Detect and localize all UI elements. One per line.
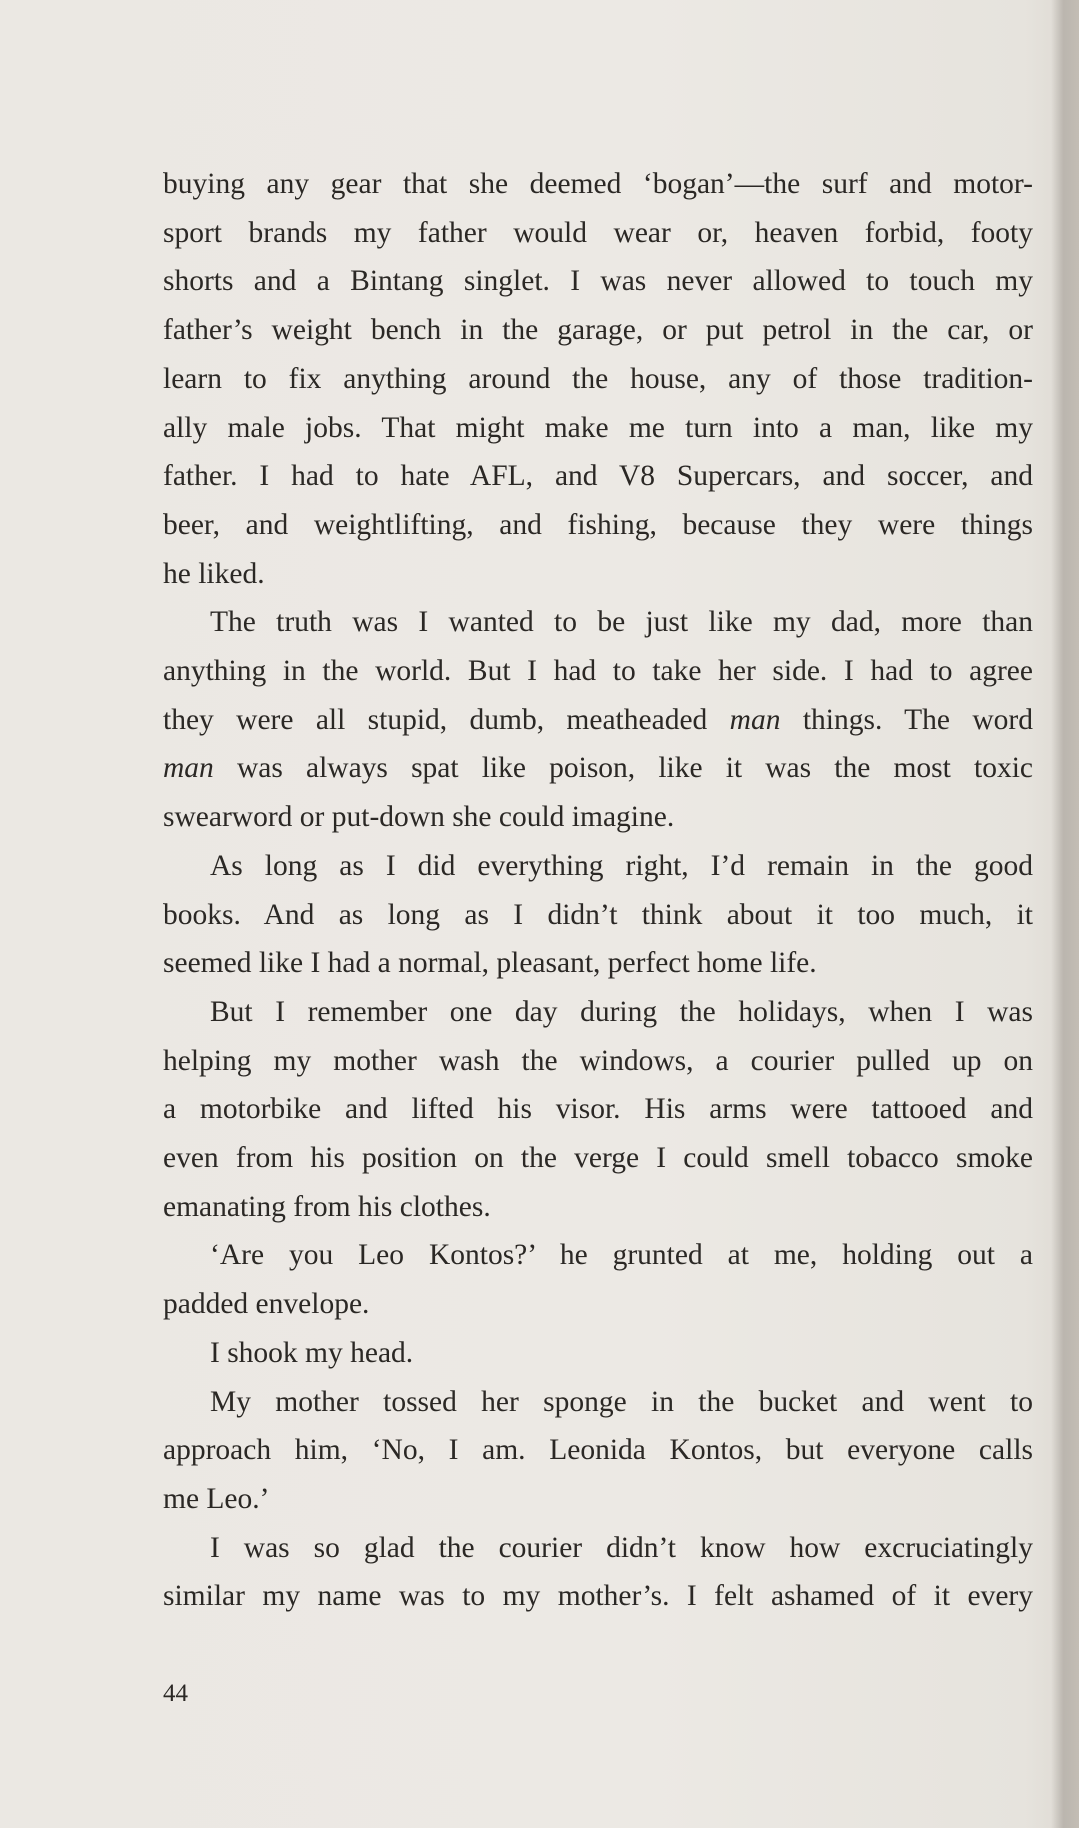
text-line (163, 1378, 1033, 1427)
page-number: 44 (163, 1680, 188, 1707)
text-line (163, 1183, 1033, 1232)
text-segment: padded envelope. (163, 1288, 370, 1321)
body-text (163, 160, 1033, 1621)
text-segment: learn to fix anything around the house, any of those tradition- (163, 362, 1033, 395)
text-segment: things. The word (780, 703, 1033, 736)
paragraph (163, 988, 1033, 1232)
text-line (163, 598, 1033, 647)
text-line (163, 1572, 1033, 1621)
text-segment: The truth was I wanted to be just like my dad, more than (210, 606, 1033, 639)
page-edge-shadow (1051, 0, 1079, 1828)
paragraph (163, 1231, 1033, 1328)
text-line (163, 306, 1033, 355)
paragraph (163, 598, 1033, 842)
text-line (163, 891, 1033, 940)
text-line (163, 939, 1033, 988)
text-segment: helping my mother wash the windows, a courier pulled up on (163, 1044, 1033, 1077)
text-segment: ally male jobs. That might make me turn into a man, like my (163, 411, 1033, 444)
text-segment: beer, and weightlifting, and fishing, because they were things (163, 508, 1033, 541)
text-line (163, 501, 1033, 550)
paragraph (163, 160, 1033, 598)
text-segment: seemed like I had a normal, pleasant, perfect home life. (163, 947, 817, 980)
text-line (163, 744, 1033, 793)
text-segment: was always spat like poison, like it was the most toxic (213, 752, 1033, 785)
paragraph (163, 1329, 1033, 1378)
text-line (163, 160, 1033, 209)
emphasized-word: man (729, 703, 781, 736)
text-segment: As long as I did everything right, I’d remain in the good (210, 849, 1033, 882)
text-line (163, 550, 1033, 599)
paragraph (163, 1524, 1033, 1621)
text-line (163, 842, 1033, 891)
text-segment: they were all stupid, dumb, meatheaded (163, 703, 730, 736)
text-line (163, 452, 1033, 501)
text-line (163, 793, 1033, 842)
text-segment: even from his position on the verge I could smell tobacco smoke (163, 1142, 1033, 1175)
text-line (163, 1231, 1033, 1280)
text-line (163, 647, 1033, 696)
text-segment: swearword or put-down she could imagine. (163, 801, 675, 834)
text-segment: I shook my head. (210, 1336, 414, 1369)
text-segment: shorts and a Bintang singlet. I was never allowed to touch my (163, 265, 1033, 298)
text-line (163, 404, 1033, 453)
text-line (163, 1475, 1033, 1524)
text-segment: he liked. (163, 557, 265, 590)
paragraph (163, 1378, 1033, 1524)
text-segment: My mother tossed her sponge in the bucket and went to (210, 1385, 1033, 1418)
text-line (163, 1280, 1033, 1329)
text-segment: sport brands my father would wear or, heaven forbid, footy (163, 216, 1033, 249)
text-line (163, 1524, 1033, 1573)
text-line (163, 988, 1033, 1037)
paragraph (163, 842, 1033, 988)
emphasized-word: man (163, 752, 214, 785)
text-line (163, 696, 1033, 745)
text-segment: similar my name was to my mother’s. I felt ashamed of it every (163, 1580, 1033, 1613)
text-line (163, 1426, 1033, 1475)
text-segment: me Leo.’ (163, 1482, 270, 1515)
text-line (163, 1329, 1033, 1378)
text-segment: anything in the world. But I had to take her side. I had to agree (163, 655, 1033, 688)
text-segment: books. And as long as I didn’t think about it too much, it (163, 898, 1033, 931)
text-segment: a motorbike and lifted his visor. His arms were tattooed and (163, 1093, 1033, 1126)
text-segment: buying any gear that she deemed ‘bogan’—the surf and motor- (163, 168, 1033, 200)
text-segment: ‘Are you Leo Kontos?’ he grunted at me, holding out a (210, 1239, 1033, 1272)
text-line (163, 355, 1033, 404)
text-segment: father’s weight bench in the garage, or put petrol in the car, or (163, 314, 1033, 347)
text-line (163, 209, 1033, 258)
text-line (163, 1037, 1033, 1086)
text-line (163, 1134, 1033, 1183)
text-segment: father. I had to hate AFL, and V8 Supercars, and soccer, and (163, 460, 1033, 493)
text-segment: I was so glad the courier didn’t know how excruciatingly (210, 1531, 1033, 1564)
text-segment: emanating from his clothes. (163, 1190, 491, 1223)
text-segment: approach him, ‘No, I am. Leonida Kontos, but everyone calls (163, 1434, 1033, 1467)
text-line (163, 1085, 1033, 1134)
text-segment: But I remember one day during the holidays, when I was (210, 995, 1033, 1028)
text-line (163, 257, 1033, 306)
